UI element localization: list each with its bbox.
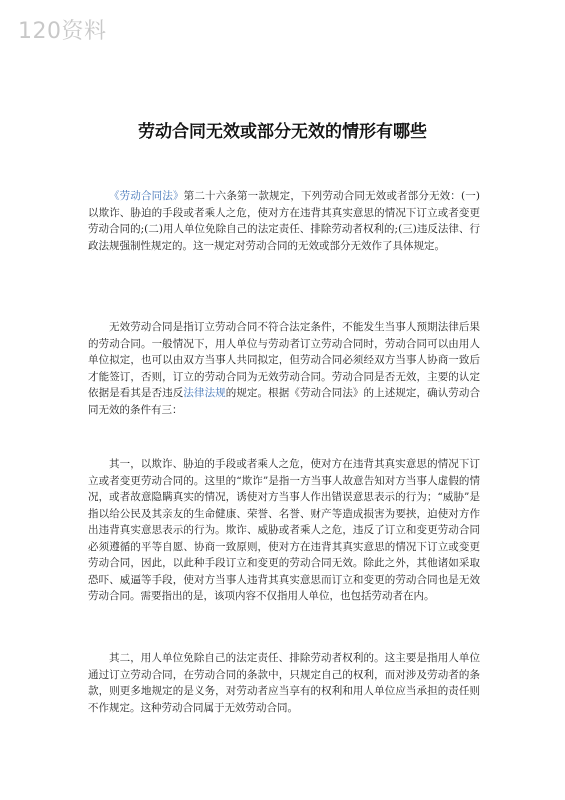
link-laws-regulations[interactable]: 法律法规: [183, 387, 226, 399]
watermark-logo: 120资料: [18, 19, 107, 44]
paragraph-definition-text-a: 无效劳动合同是指订立劳动合同不符合法定条件，不能发生当事人预期法律后果的劳动合同。一般情况下，用人单位与劳动者订立劳动合同时，劳动合同可以由用人单位拟定，也可以由双方当事人共同拟定，但劳动合同必须经双方当事人协商一致后才能签订，否则，订立的劳动合同为无效劳动合同。劳动合同是否无效，主要的认定依据是看其是否违反: [88, 321, 480, 399]
link-labor-contract-law[interactable]: 《劳动合同法》: [109, 190, 184, 202]
paragraph-condition-two: 其二，用人单位免除自己的法定责任、排除劳动者权利的。这主要是指用人单位通过订立劳动合同，在劳动合同的条款中，只规定自己的权利，而对涉及劳动者的条款，则更多地规定的是义务，对劳动者应当享有的权利和用人单位应当承担的责任则不作规定。这种劳动合同属于无效劳动合同。: [88, 652, 480, 714]
page-title: 劳动合同无效或部分无效的情形有哪些: [138, 122, 427, 142]
paragraph-intro-text: 第二十六条第一款规定，下列劳动合同无效或者部分无效：(一)以欺诈、胁迫的手段或者乘人之危，使对方在违背其真实意思的情况下订立或者变更劳动合同的;(二)用人单位免除自己的法定责任、排除劳动者权利的;(三)违反法律、行政法规强制性规定的。这一规定对劳动合同的无效或部分无效作了具体规定。: [88, 190, 481, 252]
paragraph-condition-one: 其一，以欺诈、胁迫的手段或者乘人之危，使对方在违背其真实意思的情况下订立或者变更劳动合同的。这里的“欺诈”是指一方当事人故意告知对方当事人虚假的情况，或者故意隐瞒真实的情况，诱使对方当事人作出错误意思表示的行为；“威胁”是指以给公民及其亲友的生命健康、荣誉、名誉、财产等造成损害为要挟，迫使对方作出违背真实意思表示的行为。欺诈、威胁或者乘人之危，违反了订立和变更劳动合同必须遵循的平等自愿、协商一致原则，使对方在违背其真实意思的情况下订立或变更劳动合同，因此，以此种手段订立和变更的劳动合同无效。除此之外，其他诸如采取恐吓、威逼等手段，使对方当事人违背其真实意思而订立和变更的劳动合同也是无效劳动合同。需要指出的是，该项内容不仅指用人单位，也包括劳动者在内。: [88, 458, 480, 602]
paragraph-definition-text-b: 的规定。根据《劳动合同法》的上述规定，确认劳动合同无效的条件有三：: [88, 387, 481, 416]
paragraph-definition: [88, 319, 480, 418]
paragraph-intro: [88, 188, 480, 254]
